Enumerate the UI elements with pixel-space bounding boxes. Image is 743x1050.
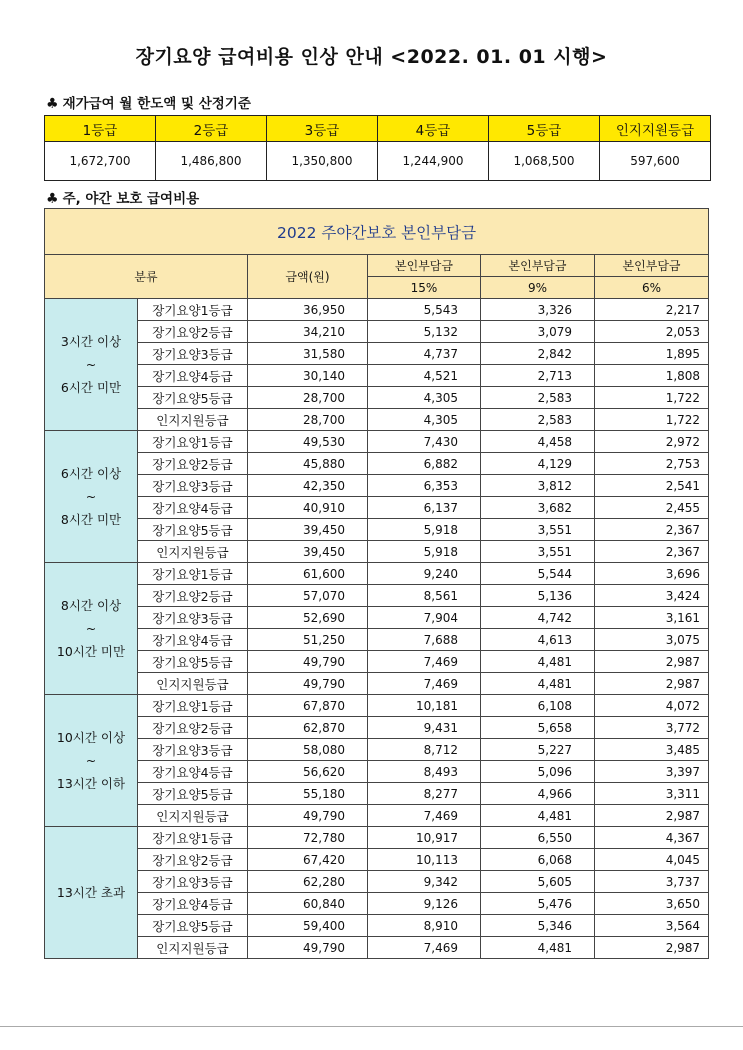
copay-15-cell: 9,240 (368, 563, 481, 585)
copay-15-cell: 10,113 (368, 849, 481, 871)
copay-9-cell: 5,346 (481, 915, 595, 937)
copay-15-cell: 8,277 (368, 783, 481, 805)
copay-6-cell: 2,367 (595, 519, 709, 541)
rate-header: 15% (368, 277, 481, 299)
category-header: 분류 (45, 255, 248, 299)
table-row (45, 431, 709, 453)
table-row (45, 849, 709, 871)
table-row (45, 871, 709, 893)
amount-cell: 31,580 (248, 343, 368, 365)
table-row (45, 387, 709, 409)
copay-9-cell: 2,842 (481, 343, 595, 365)
table-row (45, 321, 709, 343)
grade-label: 장기요양4등급 (138, 761, 248, 783)
grade-label: 장기요양5등급 (138, 651, 248, 673)
copay-15-cell: 7,469 (368, 673, 481, 695)
grade-header: 5등급 (489, 116, 600, 142)
limit-value: 597,600 (600, 142, 711, 181)
club-icon: ♣ (46, 96, 59, 112)
grade-label: 장기요양3등급 (138, 475, 248, 497)
copay-9-cell: 5,605 (481, 871, 595, 893)
club-icon: ♣ (46, 191, 59, 207)
copay-9-cell: 2,583 (481, 387, 595, 409)
copay-6-cell: 2,972 (595, 431, 709, 453)
copay-header: 본인부담금 (481, 255, 595, 277)
grade-label: 장기요양4등급 (138, 497, 248, 519)
grade-label: 인지지원등급 (138, 673, 248, 695)
amount-cell: 28,700 (248, 409, 368, 431)
copay-15-cell: 7,688 (368, 629, 481, 651)
amount-cell: 52,690 (248, 607, 368, 629)
copay-9-cell: 2,713 (481, 365, 595, 387)
grade-label: 장기요양2등급 (138, 321, 248, 343)
amount-cell: 28,700 (248, 387, 368, 409)
copay-6-cell: 2,987 (595, 651, 709, 673)
time-segment: 6시간 이상 ~ 8시간 미만 (45, 431, 138, 563)
amount-cell: 49,790 (248, 673, 368, 695)
copay-6-cell: 3,397 (595, 761, 709, 783)
grade-label: 장기요양1등급 (138, 563, 248, 585)
grade-label: 인지지원등급 (138, 805, 248, 827)
amount-cell: 62,280 (248, 871, 368, 893)
copay-header: 본인부담금 (368, 255, 481, 277)
table-row (45, 739, 709, 761)
day-night-copay-table (44, 208, 709, 959)
copay-6-cell: 3,075 (595, 629, 709, 651)
copay-9-cell: 3,326 (481, 299, 595, 321)
grade-label: 장기요양3등급 (138, 607, 248, 629)
time-segment: 10시간 이상 ~ 13시간 이하 (45, 695, 138, 827)
table-row (45, 651, 709, 673)
copay-9-cell: 4,966 (481, 783, 595, 805)
copay-9-cell: 6,108 (481, 695, 595, 717)
amount-cell: 42,350 (248, 475, 368, 497)
table-row (45, 937, 709, 959)
copay-9-cell: 5,136 (481, 585, 595, 607)
grade-label: 장기요양1등급 (138, 695, 248, 717)
grade-label: 장기요양4등급 (138, 365, 248, 387)
grade-label: 장기요양3등급 (138, 343, 248, 365)
copay-9-cell: 4,481 (481, 673, 595, 695)
copay-6-cell: 4,367 (595, 827, 709, 849)
copay-9-cell: 6,550 (481, 827, 595, 849)
limit-value: 1,068,500 (489, 142, 600, 181)
amount-cell: 55,180 (248, 783, 368, 805)
grade-label: 장기요양4등급 (138, 629, 248, 651)
table-row (45, 585, 709, 607)
grade-header: 3등급 (267, 116, 378, 142)
grade-label: 인지지원등급 (138, 937, 248, 959)
table-row (45, 299, 709, 321)
grade-label: 장기요양5등급 (138, 519, 248, 541)
copay-15-cell: 6,137 (368, 497, 481, 519)
copay-6-cell: 2,753 (595, 453, 709, 475)
limit-value: 1,244,900 (378, 142, 489, 181)
section-heading-daynight (46, 187, 199, 207)
amount-cell: 58,080 (248, 739, 368, 761)
copay-9-cell: 3,079 (481, 321, 595, 343)
amount-cell: 39,450 (248, 519, 368, 541)
copay-6-cell: 4,072 (595, 695, 709, 717)
table-row (45, 673, 709, 695)
copay-9-cell: 5,544 (481, 563, 595, 585)
grade-header: 인지지원등급 (600, 116, 711, 142)
copay-6-cell: 3,696 (595, 563, 709, 585)
grade-label: 장기요양2등급 (138, 453, 248, 475)
amount-cell: 49,790 (248, 805, 368, 827)
copay-9-cell: 5,227 (481, 739, 595, 761)
table-row (45, 453, 709, 475)
grade-label: 장기요양2등급 (138, 585, 248, 607)
table-row (45, 519, 709, 541)
amount-cell: 36,950 (248, 299, 368, 321)
rate-header: 9% (481, 277, 595, 299)
copay-9-cell: 6,068 (481, 849, 595, 871)
grade-label: 장기요양3등급 (138, 739, 248, 761)
table-row (45, 629, 709, 651)
copay-6-cell: 2,053 (595, 321, 709, 343)
copay-15-cell: 9,342 (368, 871, 481, 893)
grade-label: 장기요양3등급 (138, 871, 248, 893)
copay-6-cell: 1,722 (595, 387, 709, 409)
time-segment: 13시간 초과 (45, 827, 138, 959)
table-row (45, 541, 709, 563)
table-caption-row (45, 209, 709, 255)
amount-cell: 60,840 (248, 893, 368, 915)
amount-cell: 51,250 (248, 629, 368, 651)
limit-value: 1,350,800 (267, 142, 378, 181)
copay-9-cell: 2,583 (481, 409, 595, 431)
copay-15-cell: 8,910 (368, 915, 481, 937)
copay-15-cell: 9,431 (368, 717, 481, 739)
copay-6-cell: 3,485 (595, 739, 709, 761)
copay-9-cell: 4,481 (481, 805, 595, 827)
copay-15-cell: 4,521 (368, 365, 481, 387)
limit-value: 1,486,800 (156, 142, 267, 181)
copay-15-cell: 7,904 (368, 607, 481, 629)
amount-cell: 57,070 (248, 585, 368, 607)
grade-label: 장기요양2등급 (138, 849, 248, 871)
limit-value-row (45, 142, 711, 181)
table-row (45, 717, 709, 739)
time-segment: 8시간 이상 ~ 10시간 미만 (45, 563, 138, 695)
amount-cell: 34,210 (248, 321, 368, 343)
copay-6-cell: 2,217 (595, 299, 709, 321)
table-row (45, 805, 709, 827)
amount-cell: 67,870 (248, 695, 368, 717)
amount-cell: 49,790 (248, 937, 368, 959)
copay-15-cell: 5,543 (368, 299, 481, 321)
copay-15-cell: 7,469 (368, 937, 481, 959)
copay-15-cell: 4,737 (368, 343, 481, 365)
copay-6-cell: 2,987 (595, 673, 709, 695)
amount-cell: 72,780 (248, 827, 368, 849)
copay-6-cell: 3,161 (595, 607, 709, 629)
amount-cell: 67,420 (248, 849, 368, 871)
copay-6-cell: 2,541 (595, 475, 709, 497)
table-row (45, 827, 709, 849)
amount-cell: 56,620 (248, 761, 368, 783)
copay-9-cell: 5,096 (481, 761, 595, 783)
copay-9-cell: 4,481 (481, 937, 595, 959)
amount-cell: 62,870 (248, 717, 368, 739)
table-row (45, 783, 709, 805)
grade-label: 장기요양1등급 (138, 299, 248, 321)
copay-15-cell: 8,561 (368, 585, 481, 607)
table-row (45, 343, 709, 365)
grade-header: 2등급 (156, 116, 267, 142)
grade-label: 장기요양5등급 (138, 387, 248, 409)
amount-cell: 39,450 (248, 541, 368, 563)
copay-6-cell: 2,987 (595, 805, 709, 827)
copay-6-cell: 3,650 (595, 893, 709, 915)
table-row (45, 475, 709, 497)
header-row (45, 255, 709, 277)
copay-9-cell: 4,481 (481, 651, 595, 673)
copay-6-cell: 4,045 (595, 849, 709, 871)
copay-15-cell: 7,469 (368, 805, 481, 827)
copay-15-cell: 4,305 (368, 409, 481, 431)
copay-9-cell: 3,551 (481, 541, 595, 563)
copay-9-cell: 3,551 (481, 519, 595, 541)
copay-9-cell: 4,613 (481, 629, 595, 651)
table-row (45, 761, 709, 783)
rate-header: 6% (595, 277, 709, 299)
grade-header: 1등급 (45, 116, 156, 142)
section-heading-limit (46, 92, 251, 112)
copay-15-cell: 5,132 (368, 321, 481, 343)
grade-label: 장기요양1등급 (138, 431, 248, 453)
copay-header: 본인부담금 (595, 255, 709, 277)
grade-label: 장기요양2등급 (138, 717, 248, 739)
copay-15-cell: 4,305 (368, 387, 481, 409)
monthly-limit-table (44, 115, 711, 181)
grade-label: 장기요양1등급 (138, 827, 248, 849)
copay-6-cell: 2,455 (595, 497, 709, 519)
grade-header: 4등급 (378, 116, 489, 142)
copay-9-cell: 3,682 (481, 497, 595, 519)
grade-label: 장기요양5등급 (138, 915, 248, 937)
amount-cell: 59,400 (248, 915, 368, 937)
amount-cell: 49,790 (248, 651, 368, 673)
copay-6-cell: 1,808 (595, 365, 709, 387)
copay-9-cell: 4,458 (481, 431, 595, 453)
copay-15-cell: 8,712 (368, 739, 481, 761)
copay-6-cell: 3,311 (595, 783, 709, 805)
amount-cell: 61,600 (248, 563, 368, 585)
table-row (45, 497, 709, 519)
table-row (45, 893, 709, 915)
amount-cell: 45,880 (248, 453, 368, 475)
copay-6-cell: 1,895 (595, 343, 709, 365)
copay-6-cell: 1,722 (595, 409, 709, 431)
copay-15-cell: 10,181 (368, 695, 481, 717)
table-row (45, 607, 709, 629)
grade-label: 장기요양5등급 (138, 783, 248, 805)
copay-6-cell: 3,772 (595, 717, 709, 739)
time-segment: 3시간 이상 ~ 6시간 미만 (45, 299, 138, 431)
grade-label: 인지지원등급 (138, 541, 248, 563)
copay-6-cell: 2,367 (595, 541, 709, 563)
table-row (45, 695, 709, 717)
table-row (45, 915, 709, 937)
copay-9-cell: 4,742 (481, 607, 595, 629)
limit-header-row (45, 116, 711, 142)
copay-15-cell: 8,493 (368, 761, 481, 783)
table-row (45, 365, 709, 387)
copay-6-cell: 3,564 (595, 915, 709, 937)
copay-9-cell: 5,658 (481, 717, 595, 739)
copay-9-cell: 5,476 (481, 893, 595, 915)
copay-15-cell: 7,469 (368, 651, 481, 673)
copay-15-cell: 5,918 (368, 541, 481, 563)
limit-value: 1,672,700 (45, 142, 156, 181)
grade-label: 인지지원등급 (138, 409, 248, 431)
copay-6-cell: 3,737 (595, 871, 709, 893)
table-row (45, 563, 709, 585)
page-bottom-rule (0, 1026, 743, 1027)
section-label: 재가급여 월 한도액 및 산정기준 (62, 96, 251, 112)
grade-label: 장기요양4등급 (138, 893, 248, 915)
amount-cell: 30,140 (248, 365, 368, 387)
table-caption: 2022 주야간보호 본인부담금 (45, 209, 709, 255)
copay-15-cell: 5,918 (368, 519, 481, 541)
copay-9-cell: 3,812 (481, 475, 595, 497)
copay-6-cell: 2,987 (595, 937, 709, 959)
section-label: 주, 야간 보호 급여비용 (62, 191, 200, 207)
copay-15-cell: 7,430 (368, 431, 481, 453)
copay-15-cell: 6,882 (368, 453, 481, 475)
amount-header: 금액(원) (248, 255, 368, 299)
copay-15-cell: 9,126 (368, 893, 481, 915)
copay-6-cell: 3,424 (595, 585, 709, 607)
copay-9-cell: 4,129 (481, 453, 595, 475)
amount-cell: 40,910 (248, 497, 368, 519)
table-row (45, 409, 709, 431)
copay-15-cell: 6,353 (368, 475, 481, 497)
copay-15-cell: 10,917 (368, 827, 481, 849)
page-title: 장기요양 급여비용 인상 안내 <2022. 01. 01 시행> (135, 46, 608, 68)
amount-cell: 49,530 (248, 431, 368, 453)
